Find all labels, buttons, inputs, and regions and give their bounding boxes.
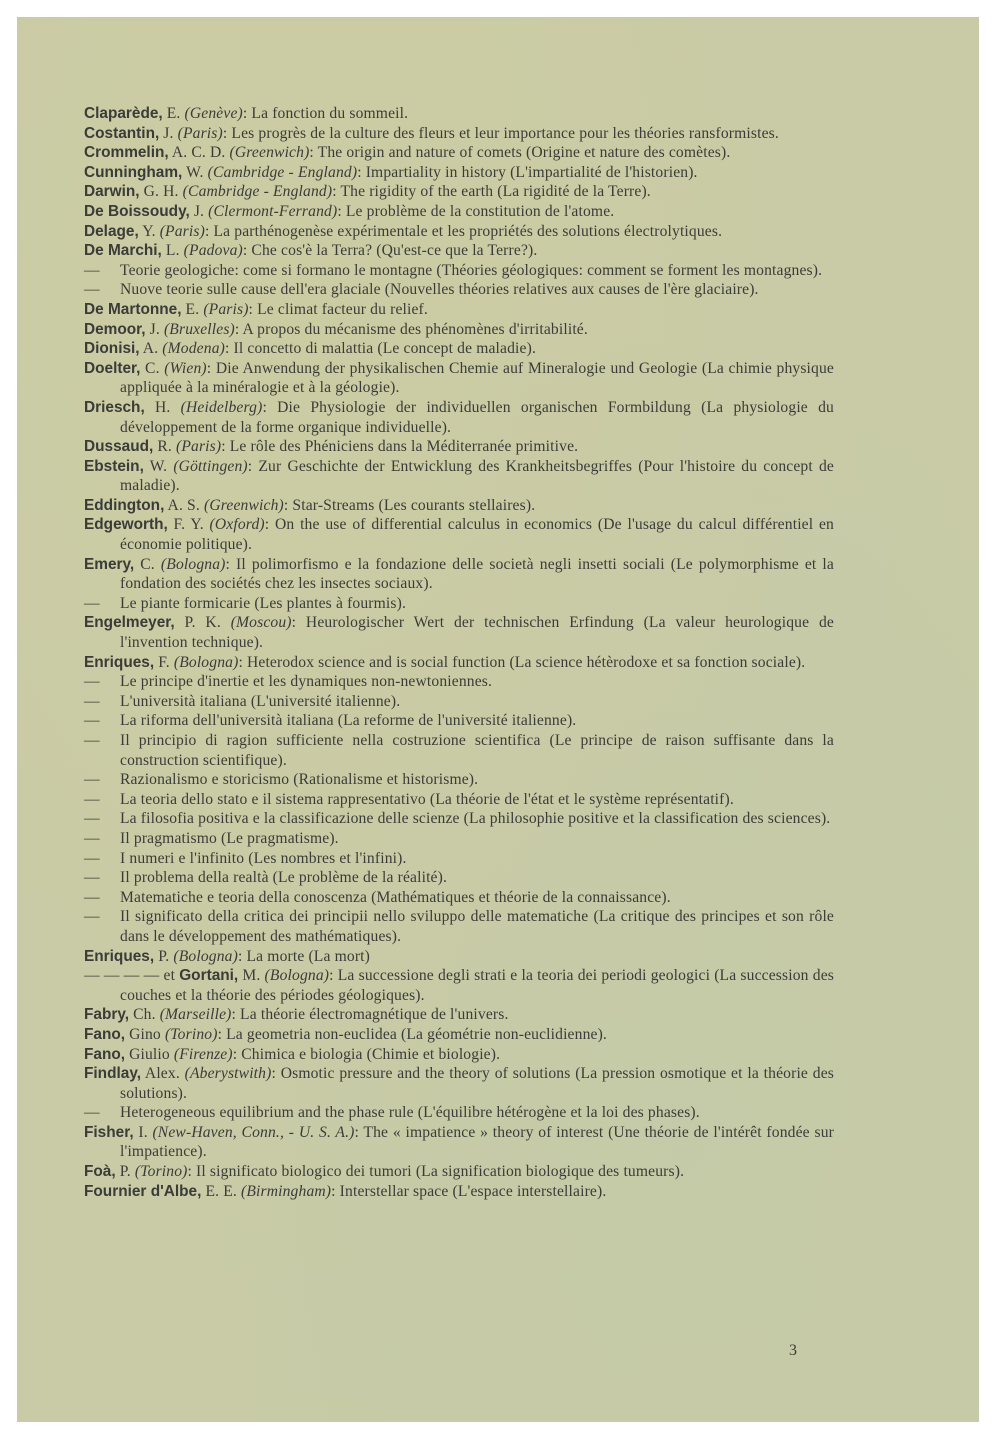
author-city: (Göttingen) xyxy=(173,457,248,475)
author-initials: F. Y. xyxy=(167,516,210,534)
author-initials: F. xyxy=(154,653,174,671)
author-city: (Cambridge - England) xyxy=(182,183,333,201)
list-item xyxy=(84,1123,834,1162)
list-item-continuation xyxy=(84,790,834,810)
author-city: (Bruxelles) xyxy=(163,320,235,338)
entry-title: : La morte (La mort) xyxy=(237,947,370,965)
author-surname: Eddington, xyxy=(84,496,165,514)
entry-title: : Zur Geschichte der Entwicklung des Krankheitsbegriffes (Pour l'histoire du concept de maladie). xyxy=(120,457,834,495)
author-surname: Costantin, xyxy=(84,124,160,142)
author-surname: Claparède, xyxy=(84,105,163,122)
entry-title: : The origin and nature of comets (Origine et nature des comètes). xyxy=(309,144,731,162)
entry-title: : Les progrès de la culture des fleurs et leur importance pour les théories ransformistes. xyxy=(222,124,779,142)
author-surname: Emery, xyxy=(84,555,135,573)
list-item xyxy=(84,182,834,202)
author-surname: Edgeworth, xyxy=(84,516,168,534)
author-surname: Crommelin, xyxy=(84,144,169,162)
author-surname: Doelter, xyxy=(84,359,141,377)
author-city: (Heidelberg) xyxy=(180,398,263,416)
list-item xyxy=(84,947,834,967)
author-surname: Enriques, xyxy=(84,947,155,965)
author-city: (Bologna) xyxy=(173,653,239,671)
list-item-continuation xyxy=(84,829,834,849)
author-initials: E. xyxy=(181,300,204,318)
author-surname: Darwin, xyxy=(84,183,140,201)
list-item xyxy=(84,1182,834,1202)
author-city: (Oxford) xyxy=(209,516,265,534)
author-surname: Fisher, xyxy=(84,1123,134,1141)
author-city: (Bologna) xyxy=(173,947,238,965)
dash-mark: — xyxy=(84,732,100,749)
dash-mark: — xyxy=(84,261,100,279)
author-initials: I. xyxy=(133,1123,153,1141)
list-item xyxy=(84,515,834,554)
author-initials: M. xyxy=(238,967,265,985)
list-item-continuation xyxy=(84,594,834,614)
author-initials: P. xyxy=(115,1163,135,1181)
dash-mark: — xyxy=(84,281,100,299)
author-city: (Greenwich) xyxy=(203,496,284,514)
author-initials: Alex. xyxy=(141,1065,185,1083)
entry-title: La teoria dello stato e il sistema rappresentativo (La théorie de l'état et le système représentatif). xyxy=(120,790,734,808)
entry-title: Nuove teorie sulle cause dell'era glaciale (Nouvelles théories relatives aux causes de l'ère glaciaire). xyxy=(120,281,759,299)
list-item-continuation xyxy=(84,907,834,946)
page-number: 3 xyxy=(789,1342,797,1359)
author-surname: De Boissoudy, xyxy=(84,202,190,220)
entry-title: L'università italiana (L'université italienne). xyxy=(120,692,401,710)
dash-mark: — xyxy=(84,849,100,867)
list-item-continuation xyxy=(84,849,834,869)
entry-title: : Star-Streams (Les courants stellaires). xyxy=(283,496,536,514)
author-initials: E. xyxy=(162,105,185,122)
author-surname: Enriques, xyxy=(84,653,155,671)
author-initials: W. xyxy=(182,163,208,181)
author-city: (Moscou) xyxy=(230,614,292,632)
author-city: (Cambridge - England) xyxy=(207,163,358,181)
entry-title: : Il concetto di malattia (Le concept de maladie). xyxy=(224,340,536,358)
author-initials: C. xyxy=(134,555,161,573)
entry-title: : Heterodox science and is social function (La science hétèrodoxe et sa fonction sociale). xyxy=(238,653,806,671)
entry-title: : La fonction du sommeil. xyxy=(242,105,409,122)
entry-title: : The « impatience » theory of interest (Une théorie de l'intérêt fondée sur l'impatience). xyxy=(120,1123,834,1161)
author-surname: Cunningham, xyxy=(84,163,183,181)
list-item xyxy=(84,555,834,594)
list-item xyxy=(84,1162,834,1182)
author-surname: Demoor, xyxy=(84,320,146,338)
author-city: (Bologna) xyxy=(160,555,226,573)
author-surname: Fano, xyxy=(84,1025,126,1043)
author-initials: P. xyxy=(154,947,174,965)
author-surname: Fabry, xyxy=(84,1006,130,1024)
entry-title: Le piante formicarie (Les plantes à fourmis). xyxy=(120,594,407,612)
bibliography-list xyxy=(84,104,834,1201)
author-initials: A. C. D. xyxy=(168,144,230,162)
entry-title: La riforma dell'università italiana (La reforme de l'université italienne). xyxy=(120,712,577,730)
dash-mark: — xyxy=(84,908,100,926)
entry-title: : Die Physiologie der individuellen organischen Formbildung (La physiologie du développement de la forme organique individuelle). xyxy=(120,398,834,436)
entry-title: : Die Anwendung der physikalischen Chemie auf Mineralogie und Geologie (La chimie physique appliquée à la minéralogie et à la géologie). xyxy=(120,359,834,397)
author-initials: G. H. xyxy=(139,183,183,201)
author-surname: Ebstein, xyxy=(84,457,144,475)
list-item-continuation xyxy=(84,1103,834,1123)
author-initials: A. xyxy=(139,340,163,358)
author-initials: Gino xyxy=(125,1025,165,1043)
author-initials: Ch. xyxy=(129,1006,160,1024)
list-item xyxy=(84,339,834,359)
dash-mark: — xyxy=(84,594,100,612)
author-city: (Bologna) xyxy=(264,967,330,985)
list-item-continuation xyxy=(84,770,834,790)
author-city: (Paris) xyxy=(177,124,223,142)
list-item xyxy=(84,124,834,144)
author-city: (New-Haven, Conn., - U. S. A.) xyxy=(152,1123,355,1141)
list-item xyxy=(84,143,834,163)
entry-title: : The rigidity of the earth (La rigidité de la Terre). xyxy=(332,183,651,201)
entry-title: : La geometria non-euclidea (La géométrie non-euclidienne). xyxy=(217,1025,607,1043)
author-surname: Fano, xyxy=(84,1045,126,1063)
author-surname: Driesch, xyxy=(84,398,145,416)
dash-mark: — xyxy=(84,810,100,828)
author-initials: A. S. xyxy=(164,496,204,514)
dash-mark: — xyxy=(84,829,100,847)
entry-title: Razionalismo e storicismo (Rationalisme et historisme). xyxy=(120,771,479,789)
document-page xyxy=(17,17,979,1422)
author-initials: J. xyxy=(145,320,164,338)
list-item-continuation xyxy=(84,692,834,712)
author-surname: Engelmeyer, xyxy=(84,614,175,632)
author-city: (Wien) xyxy=(164,359,207,377)
list-item-continuation xyxy=(84,711,834,731)
entry-title: : Impartiality in history (L'impartialité de l'historien). xyxy=(357,163,698,181)
author-initials: E. E. xyxy=(201,1182,241,1200)
entry-title: : Che cos'è la Terra? (Qu'est-ce que la Terre?). xyxy=(242,242,538,260)
author-initials: Y. xyxy=(138,222,160,240)
author-city: (Torino) xyxy=(164,1025,218,1043)
dash-mark: — xyxy=(84,712,100,730)
author-initials: R. xyxy=(153,438,176,456)
author-initials: P. K. xyxy=(174,614,231,632)
dash-mark: — xyxy=(84,869,100,887)
author-initials: H. xyxy=(144,398,181,416)
entry-title: : Osmotic pressure and the theory of solutions (La pression osmotique et la théorie des solutions). xyxy=(120,1065,834,1102)
list-item xyxy=(84,359,834,398)
author-initials: C. xyxy=(140,359,165,377)
list-item xyxy=(84,1064,834,1103)
entry-title: : La successione degli strati e la teoria dei periodi geologici (La succession des couches et la théorie des périodes géologiques). xyxy=(120,967,834,1004)
entry-title: Matematiche e teoria della conoscenza (Mathématiques et théorie de la connaissance). xyxy=(120,888,671,906)
dash-mark: — xyxy=(84,790,100,808)
list-item xyxy=(84,437,834,457)
list-item-continuation xyxy=(84,261,834,281)
author-city: (Padova) xyxy=(183,242,243,260)
author-city: (Paris) xyxy=(203,300,249,318)
entry-title: : Il significato biologico dei tumori (La signification biologique des tumeurs). xyxy=(187,1163,685,1181)
ditto-prefix: — — — — et xyxy=(84,967,180,985)
list-item xyxy=(84,300,834,320)
entry-title: Il pragmatismo (Le pragmatisme). xyxy=(120,829,339,847)
author-surname: Gortani, xyxy=(179,967,239,985)
entry-title: Heterogeneous equilibrium and the phase rule (L'équilibre hétérogène et la loi des phases). xyxy=(120,1104,700,1122)
author-initials: J. xyxy=(189,202,209,220)
dash-mark: — xyxy=(84,771,100,789)
list-item xyxy=(84,457,834,496)
list-item xyxy=(84,966,834,1005)
author-city: (Greenwich) xyxy=(229,144,310,162)
list-item xyxy=(84,398,834,437)
list-item xyxy=(84,241,834,261)
author-surname: De Martonne, xyxy=(84,300,182,318)
entry-title: : Chimica e biologia (Chimie et biologie). xyxy=(232,1045,501,1063)
author-city: (Paris) xyxy=(175,438,222,456)
dash-mark: — xyxy=(84,673,100,691)
list-item xyxy=(84,104,834,124)
list-item xyxy=(84,496,834,516)
list-item xyxy=(84,202,834,222)
author-city: (Firenze) xyxy=(173,1045,233,1063)
entry-title: : Interstellar space (L'espace interstellaire). xyxy=(331,1182,607,1200)
author-surname: Foà, xyxy=(84,1163,116,1181)
author-city: (Torino) xyxy=(134,1163,188,1181)
list-item-continuation xyxy=(84,672,834,692)
entry-title: Le principe d'inertie et les dynamiques non-newtoniennes. xyxy=(120,673,493,691)
author-city: (Genève) xyxy=(184,105,243,122)
entry-title: La filosofia positiva e la classificazione delle scienze (La philosophie positive et la classification des sciences). xyxy=(120,810,831,828)
author-city: (Paris) xyxy=(159,222,205,240)
author-initials: Giulio xyxy=(125,1045,174,1063)
entry-title: : Il polimorfismo e la fondazione delle società negli insetti sociali (Le polymorphisme et la fondation des sociétés chez les insectes sociaux). xyxy=(120,555,834,593)
list-item-continuation xyxy=(84,868,834,888)
list-item-continuation xyxy=(84,888,834,908)
entry-title: Il principio di ragion sufficiente nella costruzione scientifica (Le principe de raison suffisante dans la construction scientifique). xyxy=(120,732,834,769)
author-city: (Clermont-Ferrand) xyxy=(208,202,338,220)
author-initials: L. xyxy=(161,242,184,260)
list-item-continuation xyxy=(84,809,834,829)
author-surname: Dionisi, xyxy=(84,340,140,358)
dash-mark: — xyxy=(84,692,100,710)
dash-mark: — xyxy=(84,1104,100,1122)
author-surname: Findlay, xyxy=(84,1065,142,1083)
list-item xyxy=(84,613,834,652)
author-city: (Birmingham) xyxy=(240,1182,332,1200)
entry-title: Teorie geologiche: come si formano le montagne (Théories géologiques: comment se forment les montagnes). xyxy=(120,261,823,279)
entry-title: Il significato della critica dei principii nello sviluppo delle matematiche (La critique des principes et son rôle dans le développement des mathématiques). xyxy=(120,908,834,945)
list-item xyxy=(84,1025,834,1045)
entry-title: : Heurologischer Wert der technischen Erfindung (La valeur heurologique de l'invention technique). xyxy=(120,614,835,652)
list-item xyxy=(84,163,834,183)
author-surname: Delage, xyxy=(84,222,139,240)
author-surname: Dussaud, xyxy=(84,438,154,456)
dash-mark: — xyxy=(84,888,100,906)
list-item xyxy=(84,1005,834,1025)
author-city: (Modena) xyxy=(162,340,225,358)
entry-title: : Le rôle des Phéniciens dans la Méditerranée primitive. xyxy=(221,438,579,456)
entry-title: : On the use of differential calculus in economics (De l'usage du calcul différentiel en économie politique). xyxy=(120,516,834,554)
list-item xyxy=(84,222,834,242)
entry-title: : La théorie électromagnétique de l'univers. xyxy=(231,1006,509,1024)
list-item xyxy=(84,1045,834,1065)
list-item-continuation xyxy=(84,731,834,770)
author-city: (Aberystwith) xyxy=(184,1065,272,1083)
author-surname: Fournier d'Albe, xyxy=(84,1182,202,1200)
entry-title: : Le climat facteur du relief. xyxy=(248,300,428,318)
author-surname: De Marchi, xyxy=(84,242,162,260)
entry-title: : A propos du mécanisme des phénomènes d'irritabilité. xyxy=(234,320,588,338)
entry-title: Il problema della realtà (Le problème de la réalité). xyxy=(120,869,448,887)
entry-title: I numeri e l'infinito (Les nombres et l'infini). xyxy=(120,849,407,867)
list-item-continuation xyxy=(84,280,834,300)
entry-title: : Le problème de la constitution de l'atome. xyxy=(337,202,615,220)
list-item xyxy=(84,653,834,673)
author-initials: J. xyxy=(159,124,178,142)
entry-title: : La parthénogenèse expérimentale et les propriétés des solutions électrolytiques. xyxy=(204,222,723,240)
author-city: (Marseille) xyxy=(159,1006,232,1024)
list-item xyxy=(84,320,834,340)
author-initials: W. xyxy=(143,457,174,475)
